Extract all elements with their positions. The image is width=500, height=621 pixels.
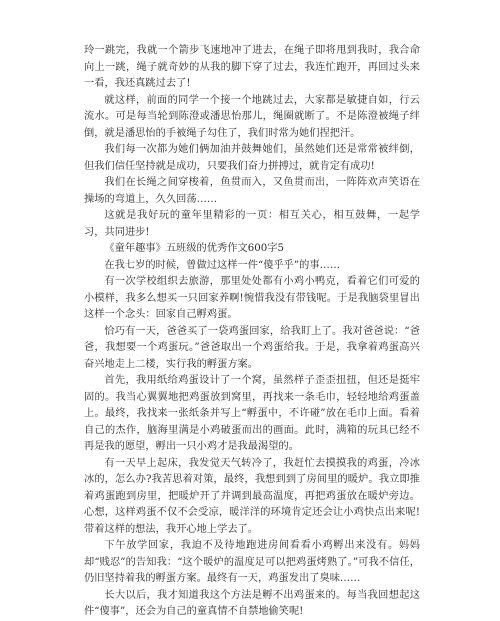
- paragraph: 下午放学回家，我迫不及待地跑进房间看看小鸡孵出来没有。妈妈却“贱忍”的告知我：“这个暖炉的温度足可以把鸡蛋烤熟了。”可我不信任，仍旧坚持着我的孵蛋方案。最终有一天，鸡蛋发出了臭味……: [84, 540, 420, 584]
- paragraph: 有一次学校组织去旅游，那里处处都有小鸡小鸭克，看着它们可爱的小模样，我多么想买一只回家养啊!惋惜我没有带钱呢。于是我脑袋里冒出这样一个念头：回家自己孵鸡蛋。: [84, 276, 420, 320]
- essay-title: 《童年趣事》五班级的优秀作文600字5: [104, 243, 285, 254]
- paragraph-continued: 玲一跳完，我就一个箭步飞速地冲了进去，在绳子即将甩到我时，我合命向上一跳，绳子就奇妙的从我的脚下穿了过去，我连忙跑开，再回过头来一看，我还真跳过去了!: [84, 45, 420, 89]
- paragraph: 我们在长绳之间穿梭着，鱼贯而入，又鱼贯而出，一阵阵欢声笑语在操场的弯道上，久久回荡……: [84, 177, 420, 205]
- paragraph: 有一天早上起床，我发觉天气转冷了，我赶忙去摸摸我的鸡蛋，冷冰冰的，怎么办?我苦思着对策，最终，我想到到了房间里的暖炉。我立即推着鸡蛋跑到房里，把暖炉开了并调到最高温度，再把鸡蛋放在暖炉旁边。心想，这样鸡蛋不仅不会受凉，暖洋洋的环境肯定还会让小鸡快点出来呢!带着这样的想法，我开心地上学去了。: [84, 457, 420, 535]
- document-body: [84, 43, 420, 621]
- paragraph: 长大以后，我才知道我这个方法是孵不出鸡蛋来的。每当我回想起这件“傻事”，还会为自己的童真情不自禁地偷笑呢!: [84, 589, 420, 617]
- paragraph: 在我七岁的时候，曾做过这样一件“傻乎乎”的事……: [104, 259, 341, 271]
- paragraph: 这就是我好玩的童年里精彩的一页：相互关心，相互鼓舞，一起学习，共同进步!: [84, 210, 420, 238]
- paragraph: 我们每一次都为她们俩加油并鼓舞她们，虽然她们还是常常被绊倒，但我们信任坚持就是成功，只要我们奋力拼搏过，就肯定有成功!: [84, 144, 420, 172]
- paragraph: 恰巧有一天，爸爸买了一袋鸡蛋回家，给我盯上了。我对爸爸说：“爸爸，我想要一个鸡蛋玩。”爸爸取出一个鸡蛋给我。于是，我拿着鸡蛋高兴奋兴地走上二楼，实行我的孵蛋方案。: [84, 325, 420, 370]
- paragraph: 首先，我用纸给鸡蛋设计了一个窝，虽然样子歪歪扭扭，但还是挺牢固的。我当心翼翼地把鸡蛋放到窝里，再找来一条毛巾，轻轻地给鸡蛋盖上。最终，我找来一张纸条并写上“孵蛋中，不许碰”放在毛巾上面。看着自己的杰作，脑海里满是小鸡破蛋而出的画面。此时，满箱的玩具已经不再是我的愿望，孵出一只小鸡才是我最渴望的。: [84, 375, 420, 452]
- paragraph: 就这样，前面的同学一个接一个地跳过去，大家都是敏捷自如，行云流水。可是每当轮到陈澄或潘思怡那儿，绳圈就断了。不是陈澄被绳子绊倒，就是潘思怡的手被绳子勾住了，我们时常为她们捏把汗。: [84, 94, 420, 139]
